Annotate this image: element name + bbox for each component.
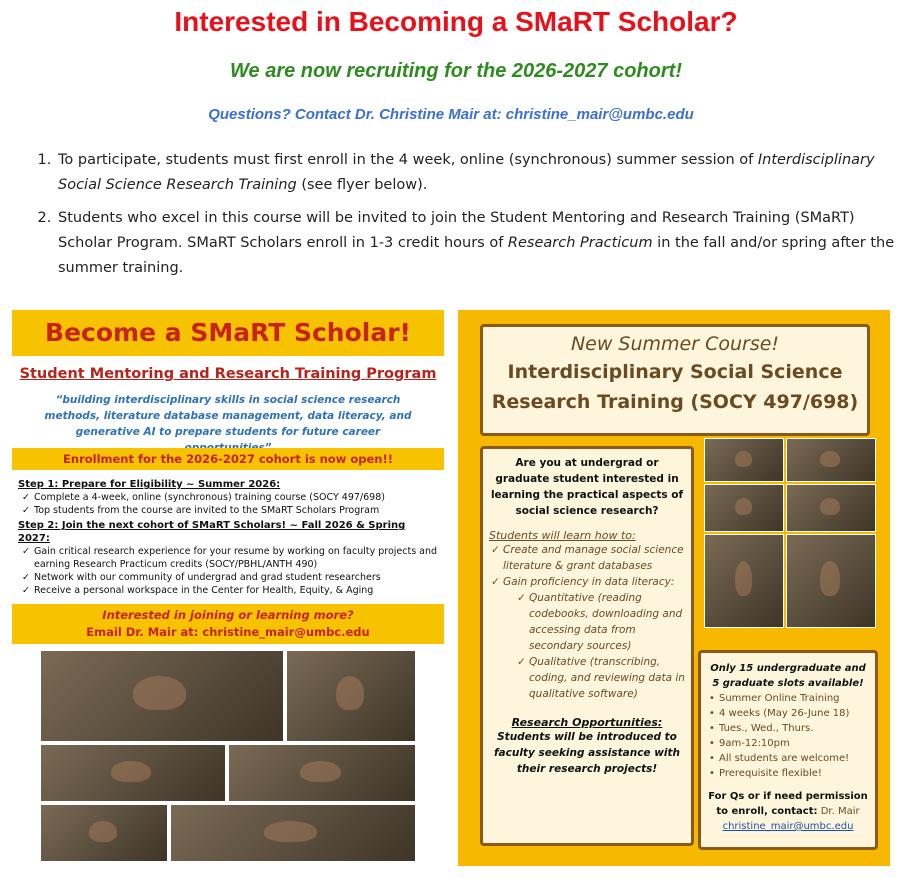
- photo: [170, 804, 416, 862]
- flyer-cta: Interested in joining or learning more? Email Dr. Mair at: christine_mair@umbc.edu: [12, 604, 444, 644]
- photo: [786, 534, 876, 628]
- photo: [228, 744, 416, 802]
- logistics-item: • Summer Online Training: [707, 691, 869, 706]
- course-photo-collage: [704, 438, 876, 628]
- photo: [704, 484, 784, 532]
- photo: [704, 534, 784, 628]
- logistics-item: • All students are welcome!: [707, 751, 869, 766]
- contact-email-link[interactable]: christine_mair@umbc.edu: [722, 821, 854, 832]
- page-subtitle: We are now recruiting for the 2026-2027 cohort!: [230, 60, 682, 82]
- photo: [786, 438, 876, 482]
- step1-item: ✓ Complete a 4-week, online (synchronous) training course (SOCY 497/698): [18, 491, 440, 504]
- new-course-label: New Summer Course!: [570, 333, 780, 355]
- learn-heading: Students will learn how to:: [489, 529, 636, 542]
- research-opportunities-heading: Research Opportunities:: [511, 716, 663, 729]
- flyer-banner: Become a SMaRT Scholar!: [12, 310, 444, 356]
- course-question: Are you at undergrad or graduate student interested in learning the practical aspects of social science research?: [490, 457, 684, 517]
- step1-heading: Step 1: Prepare for Eligibility ~ Summer 2026:: [18, 479, 281, 490]
- photo-collage: [40, 650, 416, 862]
- course-logistics-card: [698, 650, 878, 850]
- step2-item: ✓ Network with our community of undergrad and grad student researchers: [18, 571, 440, 584]
- slots-heading: Only 15 undergraduate and 5 graduate slots available!: [710, 663, 866, 689]
- photo: [40, 650, 284, 742]
- enroll-contact: For Qs or if need permission to enroll, contact: Dr. Mair christine_mair@umbc.edu: [708, 791, 868, 832]
- photo: [40, 744, 226, 802]
- learn-item: ✓ Gain proficiency in data literacy:: [489, 574, 685, 590]
- literacy-item: ✓ Quantitative (reading codebooks, downloading and accessing data from secondary sources): [489, 590, 685, 654]
- program-name: Student Mentoring and Research Training Program: [19, 366, 437, 382]
- photo: [286, 650, 416, 742]
- step-item: 1. To participate, students must first enroll in the 4 week, online (synchronous) summer session of Interdisciplinary Social Science Research Training (see flyer below).: [56, 148, 896, 198]
- course-title-card: [480, 324, 870, 436]
- course-title: Interdisciplinary Social Science Research Training (SOCY 497/698): [491, 361, 859, 413]
- step1-item: ✓ Top students from the course are invited to the SMaRT Scholars Program: [18, 504, 440, 517]
- step2-item: ✓ Receive a personal workspace in the Center for Health, Equity, & Aging: [18, 584, 440, 597]
- contact-line: Questions? Contact Dr. Christine Mair at: christine_mair@umbc.edu: [208, 106, 694, 123]
- program-quote: “building interdisciplinary skills in social science research methods, literature database management, data literacy, and generative AI to prepare students for future career: [44, 394, 412, 438]
- step-item: 2. Students who excel in this course will be invited to join the Student Mentoring and Research Training (SMaRT) Scholar Program. SMaRT Scholars enroll in 1-3 credit hours of Research Practicum in the fall and/or spring after the summer training.: [56, 206, 896, 281]
- logistics-item: • 4 weeks (May 26-June 18): [707, 706, 869, 721]
- enrollment-banner: Enrollment for the 2026-2027 cohort is now open!!: [12, 448, 444, 470]
- flyer-steps: [18, 476, 440, 597]
- photo: [786, 484, 876, 532]
- learn-item: ✓ Create and manage social science literature & grant databases: [489, 542, 685, 574]
- photo: [704, 438, 784, 482]
- logistics-item: • Tues., Wed., Thurs.: [707, 721, 869, 736]
- logistics-item: • Prerequisite flexible!: [707, 766, 869, 781]
- steps-list: [36, 148, 896, 289]
- step2-heading: Step 2: Join the next cohort of SMaRT Scholars! ~ Fall 2026 & Spring 2027:: [18, 520, 406, 544]
- smart-scholar-flyer: [12, 310, 444, 862]
- research-opportunities-text: Students will be introduced to faculty seeking assistance with their research projects!: [493, 731, 680, 775]
- literacy-item: ✓ Qualitative (transcribing, coding, and reviewing data in qualitative software): [489, 654, 685, 702]
- photo: [40, 804, 168, 862]
- logistics-item: • 9am-12:10pm: [707, 736, 869, 751]
- step2-item: ✓ Gain critical research experience for your resume by working on faculty projects and earning Research Practicum credits (SOCY/PBHL/ANTH 490): [18, 545, 440, 571]
- course-details-card: [480, 446, 694, 846]
- summer-course-flyer: [458, 310, 890, 866]
- page-title: Interested in Becoming a SMaRT Scholar?: [174, 6, 738, 37]
